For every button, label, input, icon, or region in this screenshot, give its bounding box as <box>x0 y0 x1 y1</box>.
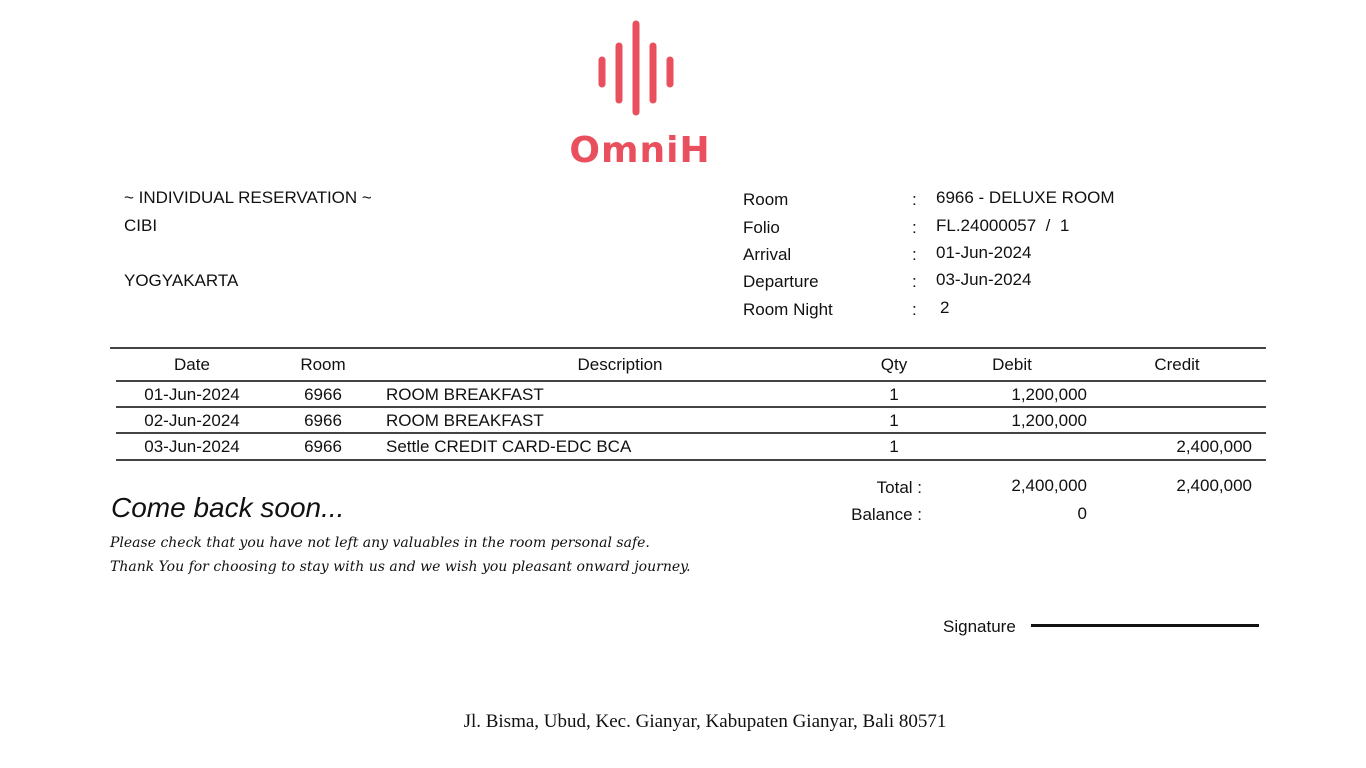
table-top-rule <box>110 347 1266 349</box>
omnih-logo <box>560 18 740 171</box>
come-back-heading: Come back soon... <box>111 492 345 523</box>
total-credit: 2,400,000 <box>1176 476 1252 495</box>
cell-debit: 1,200,000 <box>1011 411 1087 430</box>
row-rule <box>116 432 1266 434</box>
cell-debit: 1,200,000 <box>1011 385 1087 404</box>
hotel-address: Jl. Bisma, Ubud, Kec. Gianyar, Kabupaten Gianyar, Bali 80571 <box>463 711 947 732</box>
info-arrival <box>743 245 1303 272</box>
signature-label: Signature <box>943 617 1016 636</box>
bars-logo-icon <box>598 20 682 116</box>
cell-date: 03-Jun-2024 <box>144 437 240 456</box>
total-debit: 2,400,000 <box>1011 476 1087 495</box>
note-valuables: Please check that you have not left any valuables in the room personal safe. <box>110 535 650 551</box>
arrival-value: 01-Jun-2024 <box>936 243 1032 262</box>
header-credit: Credit <box>1154 355 1200 374</box>
separator: : <box>912 300 917 319</box>
cell-room: 6966 <box>304 437 342 456</box>
room-night-label: Room Night <box>743 300 833 319</box>
cell-description: Settle CREDIT CARD-EDC BCA <box>386 437 632 456</box>
balance-value: 0 <box>1077 504 1087 523</box>
folio-value: FL.24000057 / 1 <box>936 216 1070 235</box>
info-room-night <box>743 300 1303 327</box>
note-thank-you: Thank You for choosing to stay with us and we wish you pleasant onward journey. <box>110 559 691 575</box>
table-bottom-rule <box>116 459 1266 461</box>
row-rule <box>116 406 1266 408</box>
info-folio <box>743 218 1303 245</box>
header-qty: Qty <box>880 355 908 374</box>
departure-label: Departure <box>743 272 819 291</box>
separator: : <box>912 272 917 291</box>
header-debit: Debit <box>992 355 1032 374</box>
header-room: Room <box>300 355 346 374</box>
room-value: 6966 - DELUXE ROOM <box>936 188 1115 207</box>
cell-date: 01-Jun-2024 <box>144 385 240 404</box>
separator: : <box>912 245 917 264</box>
header-date: Date <box>174 355 210 374</box>
cell-credit: 2,400,000 <box>1176 437 1252 456</box>
guest-name: CIBI <box>124 216 158 235</box>
room-label: Room <box>743 190 789 209</box>
separator: : <box>912 218 917 237</box>
info-departure <box>743 272 1303 299</box>
header-description: Description <box>577 355 663 374</box>
table-header-rule <box>116 380 1266 382</box>
info-room <box>743 190 1303 217</box>
cell-description: ROOM BREAKFAST <box>386 411 544 430</box>
cell-qty: 1 <box>889 437 899 456</box>
cell-description: ROOM BREAKFAST <box>386 385 544 404</box>
brand-name: OmniH <box>569 130 711 171</box>
balance-label: Balance : <box>851 505 922 524</box>
total-label: Total : <box>876 478 922 497</box>
cell-qty: 1 <box>889 385 899 404</box>
departure-value: 03-Jun-2024 <box>936 270 1032 289</box>
cell-date: 02-Jun-2024 <box>144 411 240 430</box>
cell-room: 6966 <box>304 411 342 430</box>
cell-qty: 1 <box>889 411 899 430</box>
separator: : <box>912 190 917 209</box>
signature-line <box>1031 624 1259 627</box>
cell-room: 6966 <box>304 385 342 404</box>
folio-label: Folio <box>743 218 780 237</box>
guest-city: YOGYAKARTA <box>124 271 239 290</box>
reservation-type: ~ INDIVIDUAL RESERVATION ~ <box>124 188 372 207</box>
room-night-value: 2 <box>940 298 950 317</box>
arrival-label: Arrival <box>743 245 792 264</box>
